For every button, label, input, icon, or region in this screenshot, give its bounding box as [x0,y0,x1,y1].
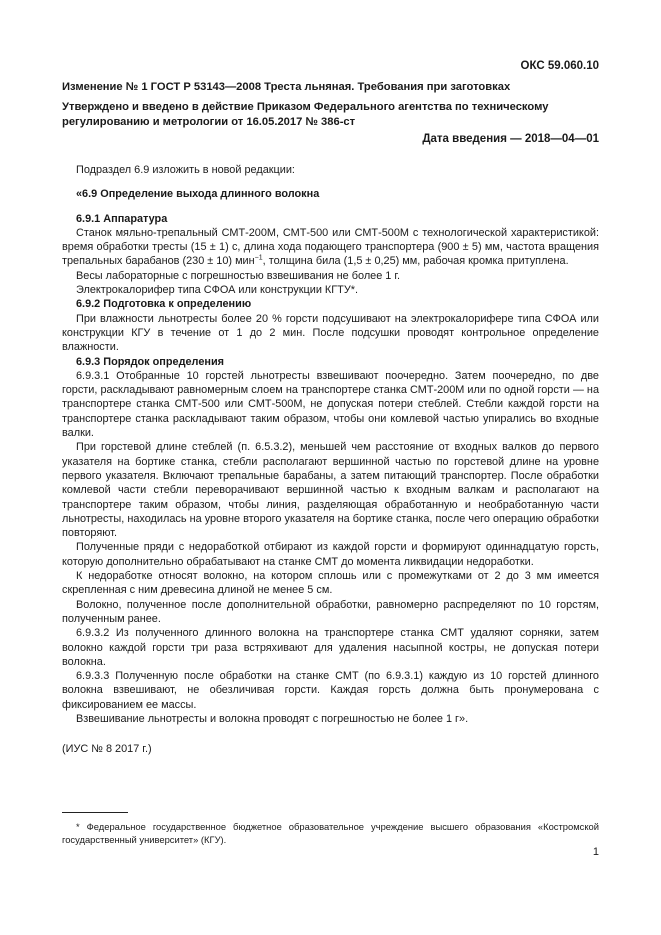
paragraph-weighing: Взвешивание льнотресты и волокна проводят с погрешностью не более 1 г». [76,712,469,725]
subsection-title-apparatus: 6.9.1 Аппаратура [76,212,168,225]
paragraph-drying: При влажности льнотресты более 20 % горсти подсушивают на электрокалорифере типа СФОА или конструкции КГУ в течение от 1 до 2 мин. После подсушки проводят контрольное определение влажности. [62,312,599,354]
subsection-title-procedure: 6.9.3 Порядок определения [76,355,225,368]
paragraph-scales: Весы лабораторные с погрешностью взвешивания не более 1 г. [76,269,401,282]
paragraph-heater: Электрокалорифер типа СФОА или конструкции КГТУ*. [76,284,359,297]
paragraph-machine [62,226,599,269]
unit-exponent: −1 [254,254,263,262]
page-number: 1 [592,846,599,858]
approval-statement: Утверждено и введено в действие Приказом Федерального агентства по техническому регулированию и метрологии от 16.05.2017 № 386-ст [62,101,549,128]
classification-code: ОКС 59.060.10 [520,60,599,72]
footnote: * Федеральное государственное бюджетное образовательное учреждение высшего образования «Костромской государственный университет» (КГУ). [62,821,599,845]
machine-text: Станок мяльно-трепальный СМТ-200М, СМТ-500 или СМТ-500М с технологической характеристикой: время обработки тресты (15 ± 1) с, длина хода подающего транспортера (900 ± 5) мм, частота вращения трепальных барабанов (230 ± 10) мин [62,226,599,268]
ius-reference: (ИУС № 8 2017 г.) [62,743,152,756]
section-title: «6.9 Определение выхода длинного волокна [76,188,320,201]
footnote-divider [62,812,128,813]
paragraph-6933: 6.9.3.3 Полученную после обработки на станке СМТ (по 6.9.3.1) каждую из 10 горстей длинного волокна взвешивают, не обезличивая горсти. Каждая горсть должна быть пронумерована с фиксированием ее массы. [62,670,599,711]
paragraph-distribution: Волокно, полученное после дополнительной обработки, равномерно распределяют по 10 горстям, полученным ранее. [62,598,599,625]
paragraph-underwork: К недоработке относят волокно, на котором сплошь или с промежутками от 2 до 3 мм имеется скрепленная с ним древесина длиной не менее 5 см. [62,570,599,597]
intro-paragraph: Подраздел 6.9 изложить в новой редакции: [76,164,295,176]
paragraph-strands: Полученные пряди с недоработкой отбирают из каждой горсти и формируют одиннадцатую горсть, которую дополнительно обрабатывают на станке СМТ до момента ликвидации недоработки. [62,541,599,568]
machine-text-end: , толщина била (1,5 ± 0,25) мм, рабочая кромка притуплена. [262,255,569,268]
paragraph-stem-length: При горстевой длине стеблей (п. 6.5.3.2), меньшей чем расстояние от входных валков до первого указателя на бортике станка, стебли располагают вершинной частью по горстевой длине на уровне первого указателя. Включают трепальные барабаны, а затем питающий транспортер. После обработки комлевой части стебли переворачивают вершинной частью к входным валкам и располагают на транспортере таким образом, чтобы линия, разделяющая обработанную и необработанную части льнотресты, находилась на уровне второго указателя на бортике станка, после чего операцию обработки повторяют. [62,441,599,540]
effective-date: Дата введения — 2018—04—01 [422,133,599,145]
subsection-title-preparation: 6.9.2 Подготовка к определению [76,298,252,311]
change-title: Изменение № 1 ГОСТ Р 53143—2008 Треста льняная. Требования при заготовках [62,81,511,93]
paragraph-6932: 6.9.3.2 Из полученного длинного волокна на транспортере станка СМТ удаляют сорняки, затем волокно каждой горсти три раза встряхивают для удаления насыпной костры, не допуская потери волокна. [62,627,599,668]
paragraph-6931: 6.9.3.1 Отобранные 10 горстей льнотресты взвешивают поочередно. Затем поочередно, по две горсти, раскладывают равномерным слоем на транспортере станка СМТ-200М или по одной горсти — на транспортере станка СМТ-500 или СМТ-500М, не допуская потери стеблей. Стебли каждой горсти на транспортере станка раскладывают таким образом, чтобы они комлевой частью упирались во входные валки. [62,369,599,440]
document-body [62,163,599,757]
